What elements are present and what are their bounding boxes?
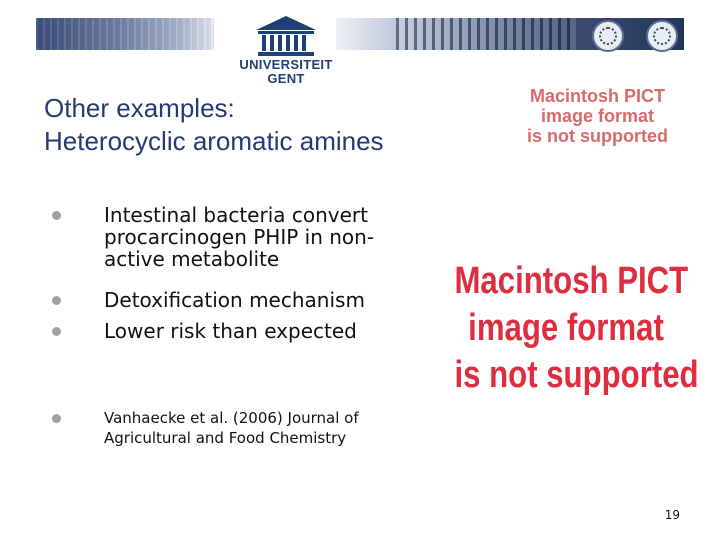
image-placeholder-large — [454, 258, 699, 399]
bullet-icon — [52, 296, 61, 305]
bullet-icon — [52, 211, 61, 220]
partner-seal-icon — [646, 20, 678, 52]
bullet-text — [104, 289, 464, 311]
bullet-line: Lower risk than expected — [104, 319, 357, 343]
bullet-icon — [52, 414, 61, 423]
logo-text-line1: UNIVERSITEIT — [239, 57, 333, 72]
bullet-icon — [52, 327, 61, 336]
bullet-line: active metabolite — [104, 247, 280, 271]
bullet-line: Detoxification mechanism — [104, 288, 365, 312]
bullet-line: Intestinal bacteria convert — [104, 203, 368, 227]
placeholder-line: Macintosh PICT — [529, 86, 665, 106]
partner-seal-icon — [592, 20, 624, 52]
placeholder-line: is not supported — [527, 126, 668, 146]
bullet-text — [104, 320, 464, 342]
placeholder-line: Macintosh PICT — [454, 260, 689, 302]
banner-photo-left — [36, 18, 214, 50]
logo-text-line2: GENT — [267, 71, 305, 86]
placeholder-line: image format — [540, 106, 655, 126]
slide-title-line1: Other examples: — [44, 93, 235, 123]
bullet-line: Vanhaecke et al. (2006) Journal of — [104, 409, 359, 427]
placeholder-line: is not supported — [454, 354, 699, 396]
university-logo — [236, 14, 336, 86]
placeholder-line: image format — [468, 307, 664, 349]
banner-photo-right — [336, 18, 684, 50]
building-icon — [236, 14, 336, 58]
slide-title — [44, 92, 484, 158]
image-placeholder-small — [505, 86, 690, 146]
bullet-text — [104, 204, 464, 270]
bullet-line: procarcinogen PHIP in non- — [104, 225, 375, 249]
slide-title-line2: Heterocyclic aromatic amines — [44, 126, 384, 156]
page-number: 19 — [664, 508, 680, 522]
header-banner — [36, 18, 684, 50]
reference-text — [104, 408, 464, 448]
bullet-line: Agricultural and Food Chemistry — [104, 429, 347, 447]
